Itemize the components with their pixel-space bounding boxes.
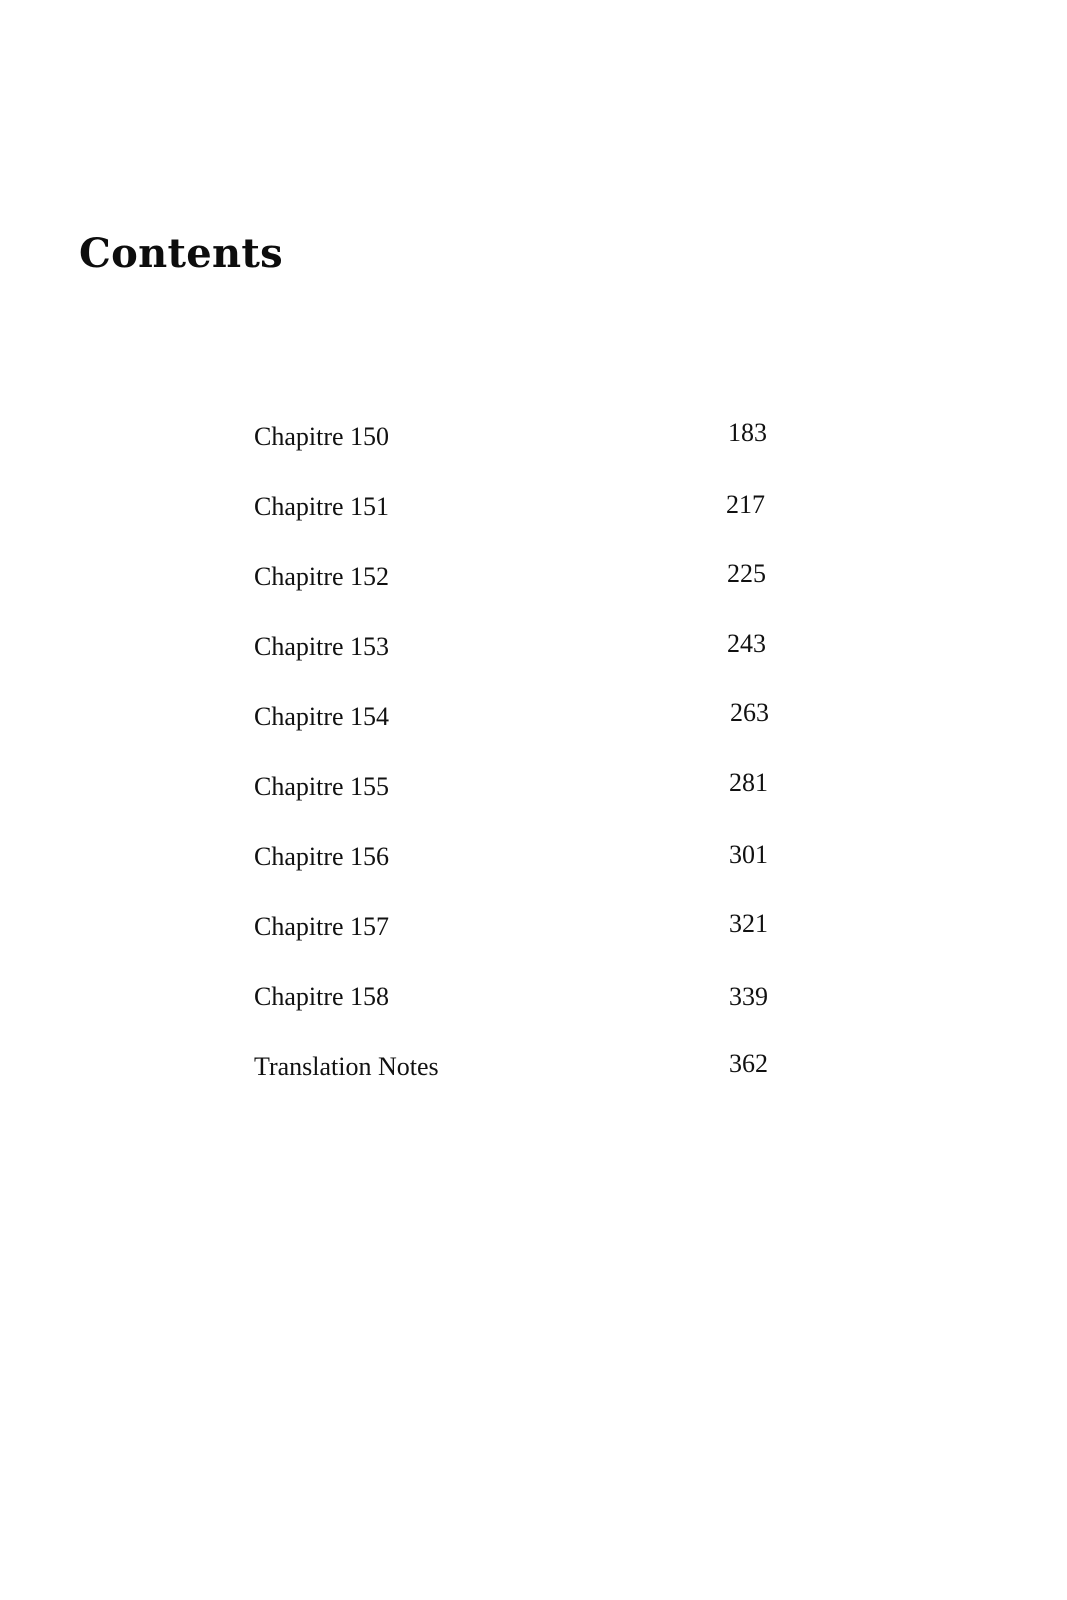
toc-entry-chapitre-153[interactable] — [254, 630, 814, 700]
toc-entry-chapitre-157[interactable] — [254, 910, 814, 980]
toc-entry-chapitre-155[interactable] — [254, 770, 814, 840]
toc-entry-page-number: 339 — [729, 982, 768, 1011]
toc-entry-page-number: 281 — [729, 768, 768, 797]
toc-entry-page-number: 243 — [727, 629, 766, 658]
toc-entry-page-number: 183 — [728, 418, 767, 447]
toc-entry-chapitre-152[interactable] — [254, 560, 814, 630]
toc-entry-label: Chapitre 150 — [254, 422, 390, 451]
table-of-contents — [254, 420, 814, 1120]
toc-entry-label: Chapitre 154 — [254, 702, 390, 731]
toc-entry-page-number: 225 — [727, 559, 766, 588]
toc-entry-label: Chapitre 157 — [254, 912, 390, 941]
toc-entry-chapitre-156[interactable] — [254, 840, 814, 910]
toc-entry-label: Chapitre 151 — [254, 492, 390, 521]
toc-entry-chapitre-154[interactable] — [254, 700, 814, 770]
toc-entry-translation-notes[interactable] — [254, 1050, 814, 1120]
toc-entry-page-number: 301 — [729, 840, 768, 869]
toc-entry-chapitre-151[interactable] — [254, 490, 814, 560]
toc-entry-chapitre-158[interactable] — [254, 980, 814, 1050]
toc-entry-chapitre-150[interactable] — [254, 420, 814, 490]
toc-entry-label: Chapitre 155 — [254, 772, 390, 801]
toc-entry-page-number: 362 — [729, 1049, 768, 1078]
toc-entry-page-number: 321 — [729, 909, 768, 938]
toc-entry-label: Chapitre 158 — [254, 982, 390, 1011]
toc-entry-page-number: 217 — [726, 490, 765, 519]
page-title: Contents — [79, 230, 284, 277]
toc-entry-label: Translation Notes — [254, 1052, 439, 1081]
toc-entry-label: Chapitre 156 — [254, 842, 390, 871]
toc-entry-label: Chapitre 152 — [254, 562, 390, 591]
toc-entry-page-number: 263 — [730, 698, 769, 727]
toc-entry-label: Chapitre 153 — [254, 632, 390, 661]
